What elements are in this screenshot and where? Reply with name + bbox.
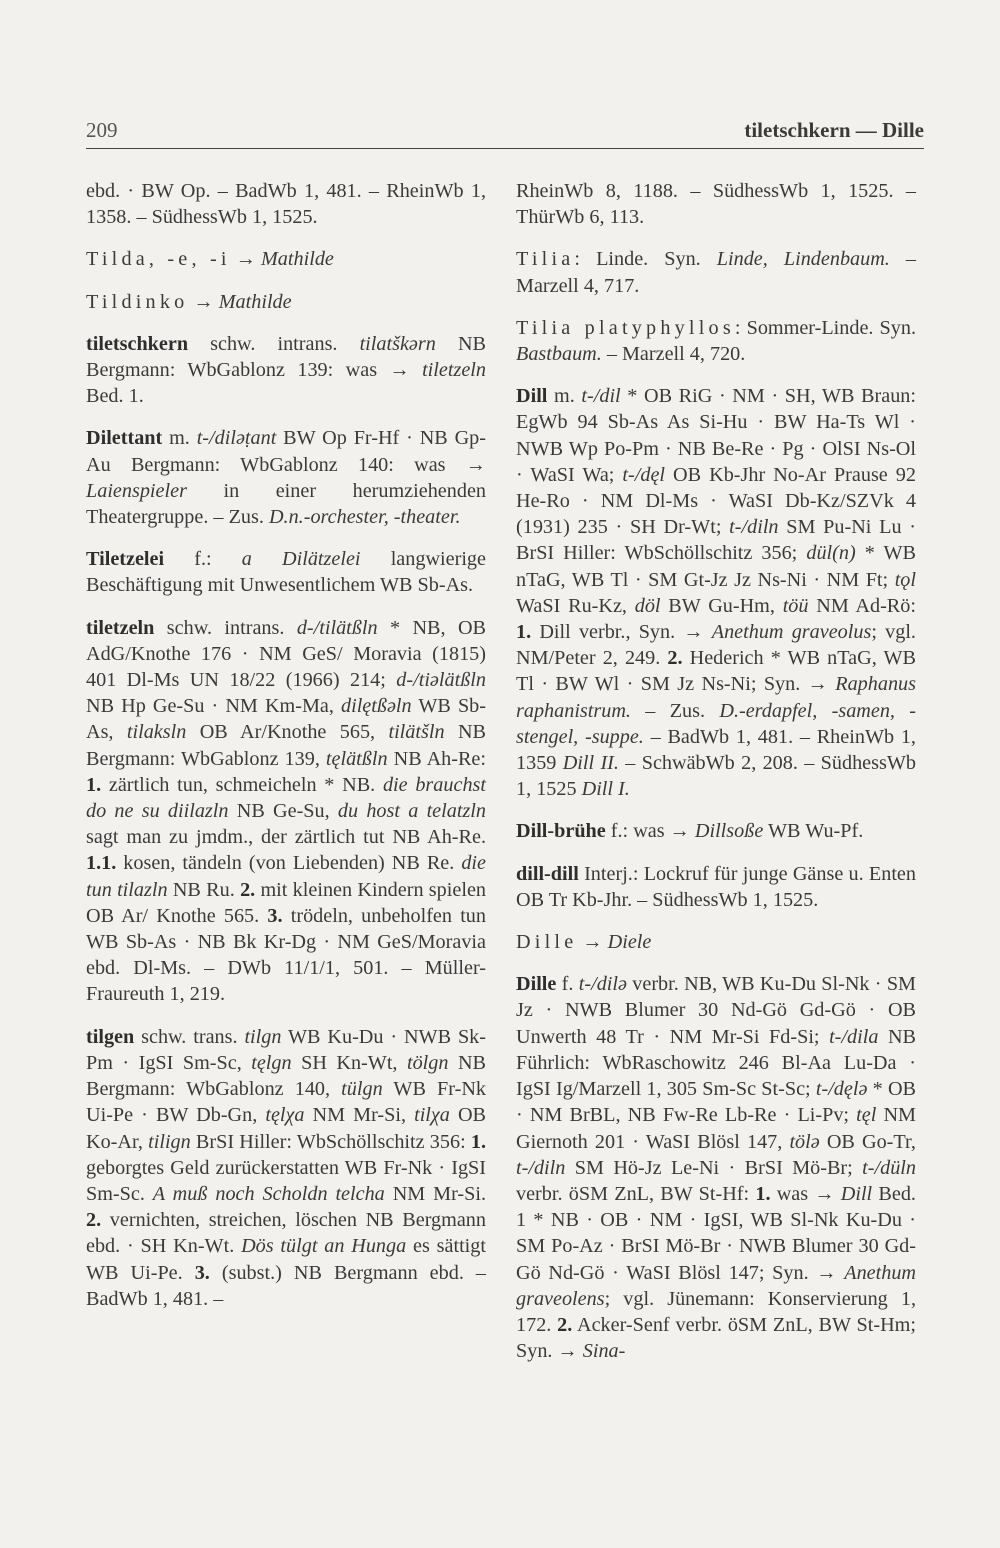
entry-text: NM Mr-Si. <box>384 1182 487 1205</box>
entry-text: geborgtes Geld zurückerstatten WB Fr-Nk · IgSI Sm-Sc. <box>86 1156 486 1205</box>
entry-text: OB Ar/Knothe 565, <box>186 721 389 744</box>
italic-text: Mathilde <box>260 248 334 271</box>
italic-text: tǫl <box>894 568 916 591</box>
entry-text: Hederich * WB nTaG, WB Tl · BW Wl · SM Jz Ns-Ni; Syn. → <box>516 647 916 696</box>
entry-text: – Zus. <box>630 699 720 722</box>
italic-text: tülgn <box>341 1078 383 1101</box>
entry-lemma: Tiletzelei <box>86 548 165 571</box>
entry-text: in einer herumziehenden Theatergruppe. – Zus. <box>86 479 486 529</box>
entry-text: vernichten, streichen, löschen NB Bergmann ebd. · SH Kn-Wt. <box>86 1209 486 1258</box>
entry-text: – Marzell 4, 717. <box>516 248 917 297</box>
entry-lemma: 1. <box>86 773 102 796</box>
entry-text: schw. intrans. <box>188 332 360 355</box>
page-number: 209 <box>86 118 118 142</box>
entry-text: mit kleinen Kindern spielen OB Ar/ Knothe 565. <box>86 878 486 927</box>
italic-text: Diele <box>607 931 652 954</box>
entry-text: → <box>230 248 261 271</box>
entry-text: NM Ad-Rö: <box>808 594 916 617</box>
entry-text: OB Ko-Ar, <box>86 1104 487 1153</box>
entry-text: WB Fr-Nk Ui-Pe · BW Db-Gn, <box>86 1078 486 1127</box>
italic-text: t-/düln <box>862 1156 916 1179</box>
italic-text: Dillsoße <box>694 820 764 843</box>
italic-text: Anethum graveolens <box>516 1261 916 1310</box>
entry-text: verbr. öSM ZnL, BW St-Hf: <box>516 1182 756 1205</box>
entry-text: Interj.: Lockruf für junge Gänse u. Enten OB Tr Kb-Jhr. – SüdhessWb 1, 1525. <box>516 862 916 911</box>
italic-text: Laienspieler <box>86 479 187 502</box>
entry-text: schw. trans. <box>134 1025 245 1048</box>
italic-text: tęlχa <box>265 1104 305 1127</box>
italic-text: tilätšln <box>388 721 445 744</box>
dictionary-entry <box>516 178 916 230</box>
entry-text: NM Giernoth 201 · WaSI Blösl 147, <box>516 1104 916 1153</box>
italic-text: tiletzeln <box>422 359 486 382</box>
entry-text: WB Wu-Pf. <box>763 820 864 843</box>
italic-text: d-/tilätßln <box>296 616 378 639</box>
italic-text: Dill II. <box>562 752 619 775</box>
entry-text: WaSI Ru-Kz, <box>516 594 635 617</box>
entry-text: WB Sb-As, <box>86 695 486 744</box>
entry-lemma: 2. <box>240 878 256 901</box>
italic-text: t-/dil <box>581 385 621 408</box>
dictionary-entry <box>86 1024 486 1312</box>
dictionary-entry <box>86 546 486 598</box>
italic-text: tilaksln <box>126 721 187 744</box>
italic-text: tęlgn <box>251 1051 292 1074</box>
entry-text: – SchwäbWb 2, 208. – SüdhessWb 1, 1525 <box>516 752 917 801</box>
entry-text: NB Ru. <box>167 878 241 901</box>
entry-lemma: 1. <box>755 1182 771 1205</box>
spaced-lemma: Dille <box>516 931 578 954</box>
italic-text: t-/diləṭant <box>196 427 277 450</box>
italic-text: tölə <box>789 1130 820 1153</box>
entry-text: ; vgl. Jünemann: Konservierung 1, 172. <box>516 1287 916 1336</box>
entry-lemma: 1. <box>516 621 532 644</box>
entry-text: – BadWb 1, 481. – RheinWb 1, 1359 <box>516 725 916 775</box>
spaced-lemma: Tilia <box>516 248 575 271</box>
dictionary-entry <box>516 861 916 913</box>
italic-text: tilχa <box>414 1104 450 1127</box>
italic-text: die brauchst do ne su diilazln <box>86 773 486 823</box>
entry-text: Bed. 1. <box>86 385 144 408</box>
dictionary-entry <box>86 615 486 1008</box>
entry-text: : Linde. Syn. <box>574 248 717 271</box>
italic-text: tęl <box>856 1104 877 1127</box>
entry-text: m. <box>162 427 197 450</box>
italic-text: die tun tilazln <box>86 852 486 901</box>
entry-text: OB Kb-Jhr No-Ar Prause 92 He-Ro · NM Dl-Ms · WaSI Db-Kz/SZVk 4 (1931) 235 · SH Dr-Wt; <box>516 463 916 539</box>
entry-text: * NB, OB AdG/Knothe 176 · NM GeS/ Moravia (1815) 401 Dl-Ms UN 18/22 (1966) 214; <box>86 616 486 692</box>
entry-text: * WB nTaG, WB Tl · SM Gt-Jz Jz Ns-Ni · NM Ft; <box>516 542 917 591</box>
italic-text: t-/diln <box>516 1156 566 1179</box>
italic-text: Mathilde <box>218 290 292 313</box>
entry-text: – Marzell 4, 720. <box>601 343 746 366</box>
entry-lemma: 2. <box>86 1209 102 1232</box>
entry-text: WB Ku-Du · NWB Sk-Pm · IgSI Sm-Sc, <box>86 1025 487 1074</box>
entry-lemma: 2. <box>557 1313 573 1336</box>
entry-text: NB Führlich: WbRaschowitz 246 Bl-Aa Lu-Da · IgSI Ig/Marzell 1, 305 Sm-Sc St-Sc; <box>516 1025 916 1101</box>
entry-text: ebd. · BW Op. – BadWb 1, 481. – RheinWb 1, 1358. – SüdhessWb 1, 1525. <box>86 180 486 229</box>
page-header <box>86 118 924 148</box>
entry-lemma: tiletzeln <box>86 616 155 639</box>
left-column <box>86 178 486 1328</box>
italic-text: tölgn <box>406 1051 449 1074</box>
entry-text: NB Bergmann: WbGablonz 140, <box>86 1051 486 1101</box>
entry-text: SH Kn-Wt, <box>291 1051 407 1074</box>
italic-text: A muß noch Scholdn telcha <box>152 1182 385 1205</box>
entry-text: SM Pu-Ni Lu · BrSI Hiller: WbSchöllschitz 356; <box>516 516 916 565</box>
italic-text: t-/diln <box>729 516 779 539</box>
entry-lemma: Dill <box>516 385 548 408</box>
entry-lemma: 3. <box>267 904 283 927</box>
entry-text: * OB RiG · NM · SH, WB Braun: EgWb 94 Sb-As As Si-Hu · BW Ha-Ts Wl · NWB Wp Po-Pm · NB Be-Re · Pg · OlSI Ns-Ol · WaSI Wa; <box>516 385 916 486</box>
entry-text: trödeln, unbeholfen tun WB Sb-As · NB Bk Kr-Dg · NM GeS/Moravia ebd. Dl-Ms. – DWb 11/1/1, 501. – Müller-Fraureuth 1, 219. <box>86 904 486 1006</box>
italic-text: Dös tülgt an Hunga <box>241 1235 407 1258</box>
dictionary-entry <box>516 818 916 844</box>
right-column <box>516 178 916 1380</box>
entry-lemma: tilgen <box>86 1025 135 1048</box>
entry-lemma: Dill-brühe <box>516 820 606 843</box>
header-rule <box>86 148 924 149</box>
entry-lemma: 1.1. <box>86 852 117 875</box>
spaced-lemma: Tilda, -e, -i <box>86 248 231 271</box>
entry-text: NB Bergmann: WbGablonz 139, <box>86 721 486 770</box>
dictionary-entry <box>86 289 486 315</box>
italic-text: tilatškərn <box>359 332 436 355</box>
italic-text: döl <box>634 594 661 617</box>
entry-text: f.: <box>164 548 242 571</box>
entry-text: schw. intrans. <box>154 616 297 639</box>
italic-text: Bastbaum. <box>516 343 602 366</box>
italic-text: tilign <box>148 1130 191 1153</box>
entry-text: was → <box>770 1182 841 1205</box>
spaced-lemma: Tilia platyphyllos <box>516 316 735 339</box>
entry-text: RheinWb 8, 1188. – SüdhessWb 1, 1525. – ThürWb 6, 113. <box>516 180 916 229</box>
italic-text: Raphanus raphanistrum. <box>516 673 916 722</box>
italic-text: t-/dila <box>829 1025 879 1048</box>
entry-text: * OB · NM BrBL, NB Fw-Re Lb-Re · Li-Pv; <box>516 1078 916 1127</box>
entry-text: NM Mr-Si, <box>304 1104 415 1127</box>
entry-lemma: Dilettant <box>86 427 163 450</box>
italic-text: D.-erdapfel, -samen, -stengel, -suppe. <box>516 699 917 748</box>
entry-lemma: 2. <box>667 647 683 670</box>
italic-text: d-/tiəlätßln <box>396 669 486 692</box>
entry-text: NB Bergmann: WbGablonz 139: was → <box>86 332 486 382</box>
entry-text: Acker-Senf verbr. öSM ZnL, BW St-Hm; Syn. → <box>516 1313 916 1363</box>
dictionary-entry <box>516 246 916 298</box>
entry-lemma: dill-dill <box>516 862 579 885</box>
italic-text: t-/dilə <box>578 973 627 996</box>
entry-text: zärtlich tun, schmeicheln * NB. <box>101 773 383 796</box>
entry-text: ; vgl. NM/Peter 2, 249. <box>516 621 916 670</box>
entry-text: Bed. 1 * NB · OB · NM · IgSI, WB Sl-Nk Ku-Du · SM Po-Az · BrSI Mö-Br · NWB Blumer 30 Gd-Gö Nd-Gö · WaSI Blösl 147; Syn. → <box>516 1182 916 1284</box>
running-head: tiletschkern — Dille <box>744 118 924 142</box>
entry-text: f. <box>556 973 579 996</box>
entry-text: verbr. NB, WB Ku-Du Sl-Nk · SM Jz · NWB Blumer 30 Nd-Gö Gd-Gö · OB Unwerth 48 Tr · NM Mr-Si Fd-Si; <box>516 973 917 1048</box>
dictionary-entry <box>86 178 486 230</box>
entry-text: kosen, tändeln (von Liebenden) NB Re. <box>116 852 462 875</box>
entry-lemma: 1. <box>470 1130 487 1153</box>
dictionary-entry <box>516 929 916 955</box>
entry-text: : Sommer-Linde. Syn. <box>734 316 916 339</box>
italic-text: Dill I. <box>581 778 630 801</box>
italic-text: tilgn <box>244 1025 282 1048</box>
italic-text: t-/dęlə <box>815 1078 868 1101</box>
entry-text: NB Ge-Su, <box>228 800 338 823</box>
entry-text: SM Hö-Jz Le-Ni · BrSI Mö-Br; <box>565 1156 863 1179</box>
italic-text: dilętßəln <box>341 695 412 718</box>
entry-text: → <box>188 290 219 313</box>
dictionary-entry <box>86 425 486 530</box>
dictionary-entry <box>516 383 916 802</box>
dictionary-entry <box>516 315 916 367</box>
entry-text: BW Op Fr-Hf · NB Gp-Au Bergmann: WbGablonz 140: was → <box>86 427 486 476</box>
spaced-lemma: Tildinko <box>86 290 189 313</box>
entry-text: f.: was → <box>605 820 695 843</box>
italic-text: du host a telatzln <box>337 800 487 823</box>
entry-text: NB Ah-Re: <box>387 747 486 770</box>
italic-text: töü <box>782 594 809 617</box>
italic-text: dül(n) <box>806 542 856 565</box>
entry-text: BW Gu-Hm, <box>660 594 783 617</box>
dictionary-entry <box>516 971 916 1364</box>
entry-lemma: 3. <box>194 1261 210 1284</box>
entry-text: BrSI Hiller: WbSchöllschitz 356: <box>190 1130 471 1153</box>
italic-text: Anethum graveolus <box>711 621 872 644</box>
italic-text: D.n.-orchester, -theater. <box>268 506 461 529</box>
dictionary-entry <box>86 246 486 272</box>
dictionary-entry <box>86 331 486 410</box>
entry-text: m. <box>547 385 582 408</box>
italic-text: Sina- <box>582 1340 626 1363</box>
entry-text: OB Go-Tr, <box>819 1130 916 1153</box>
italic-text: Linde, Lindenbaum. <box>716 248 890 271</box>
entry-text: sagt man zu jmdm., der zärtlich tut NB Ah-Re. <box>86 826 486 849</box>
entry-text: (subst.) NB Bergmann ebd. – BadWb 1, 481. – <box>86 1261 486 1310</box>
entry-lemma: Dille <box>516 973 557 996</box>
entry-text: es sättigt WB Ui-Pe. <box>86 1235 486 1284</box>
italic-text: a Dilätzelei <box>241 548 361 571</box>
entry-text: NB Hp Ge-Su · NM Km-Ma, <box>86 695 341 718</box>
entry-text: langwierige Beschäftigung mit Unwesentlichem WB Sb-As. <box>86 548 486 597</box>
entry-lemma: tiletschkern <box>86 332 189 355</box>
italic-text: t-/dęl <box>622 463 666 486</box>
italic-text: tęlätßln <box>325 747 388 770</box>
italic-text: Dill <box>840 1182 873 1205</box>
entry-text: Dill verbr., Syn. → <box>531 621 712 644</box>
entry-text: → <box>577 931 608 954</box>
